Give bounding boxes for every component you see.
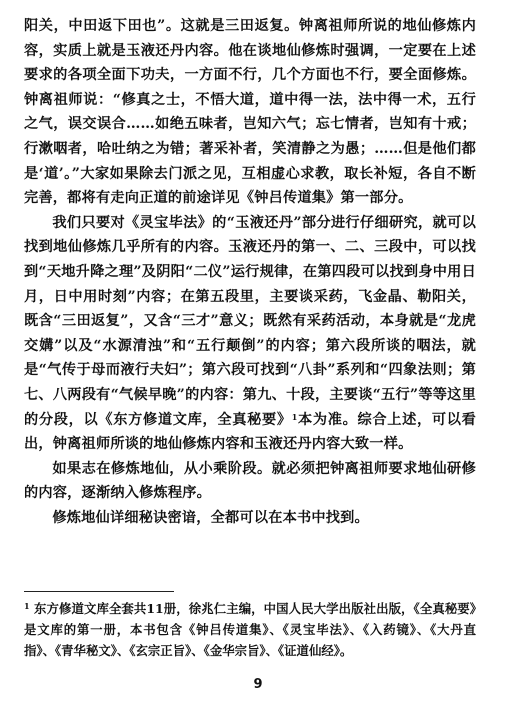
footnote [24, 598, 476, 661]
paragraph-3 [24, 457, 476, 506]
paragraph-2-text-continued: 本为准。综合上述，可以看出，钟离祖师所谈的地仙修炼内容和玉液还丹内容大致一样。 [24, 411, 476, 453]
paragraph-3-text: 如果志在修炼地仙，从小乘阶段。就必须把钟离祖师要求地仙研修的内容，逐渐纳入修炼程序。 [24, 460, 476, 502]
paragraph-4-text: 修炼地仙详细秘诀密谙，全都可以在本书中找到。 [52, 509, 369, 526]
footnote-text: 东方修道文库全套共11册，徐兆仁主编，中国人民大学出版社出版，《全真秘要》是文库的第一册，本书包含《钟吕传道集》、《灵宝毕法》、《入药镜》、《大丹直指》、《青华秘文》、《玄宗正旨》、《金华宗旨》、《证道仙经》。 [24, 601, 476, 658]
footnote-divider [24, 591, 174, 592]
paragraph-4 [24, 506, 476, 531]
paragraph-1-text: 阳关，中田返下田也”。这就是三田返复。钟离祖师所说的地仙修炼内容，实质上就是玉液还丹内容。他在谈地仙修炼时强调，一定要在上述要求的各项全面下功夫，一方面不行，几个方面也不行，要全面修炼。钟离祖师说：“修真之士，不悟大道，道中得一法，法中得一术，五行之气，误交误合……如绝五味者，岂知六气；忘七情者，岂知有十戒；行漱咽者，哈吐纳之为错；著采补者，笑清静之为愚；……但是他们都是‘道’。”大家如果除去门派之见，互相虚心求教，取长补短，各自不断完善，都将有走向正道的前途详见《钟吕传道集》第一部分。 [24, 18, 476, 207]
paragraph-2-text: 我们只要对《灵宝毕法》的“玉液还丹”部分进行仔细研究，就可以找到地仙修炼几乎所有的内容。玉液还丹的第一、二、三段中，可以找到“天地升降之理”及阴阳“二仪”运行规律，在第四段可以找到身中用日月，日中用时刻”内容；在第五段里，主要谈采药，飞金晶、勒阳关，既含“三田返复”，又含“三才”意义；既然有采药活动，本身就是“龙虎交媾”以及“水源清浊”和“五行颠倒”的内容；第六段所谈的咽法，就是“气传于母而液行夫妇”；第六段可找到“八卦”系列和“四象法则；第七、八两段有“气候早晚”的内容：第九、十段，主要谈“五行”等等这里的分段，以《东方修道文库，全真秘要》 [24, 214, 476, 428]
paragraph-2 [24, 211, 476, 457]
footnote-marker: 1 [24, 601, 30, 611]
paragraph-1 [24, 14, 476, 211]
page-number: 9 [253, 677, 263, 692]
footnote-reference: 1 [291, 411, 298, 422]
body-text [24, 14, 476, 530]
